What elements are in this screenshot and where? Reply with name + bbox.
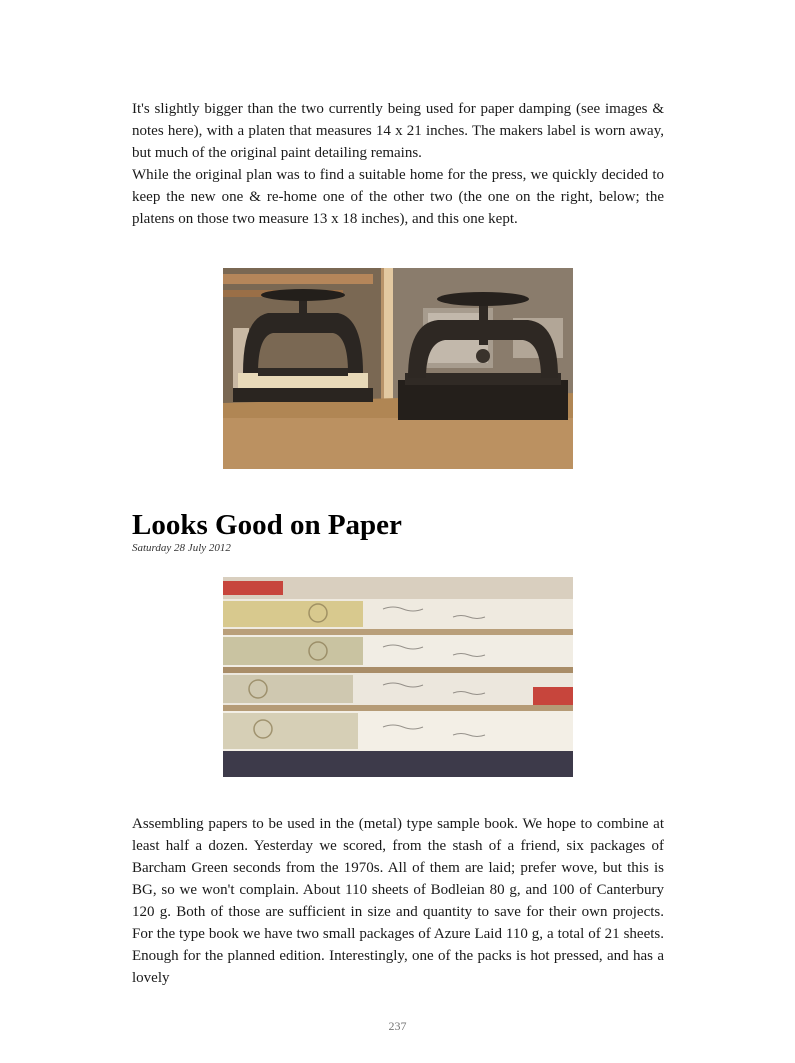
book-presses-photo — [223, 268, 573, 469]
post-body-text — [132, 813, 664, 989]
post-body-paragraph: Assembling papers to be used in the (metal) type sample book. We hope to combine at least half a dozen. Yesterday we scored, from the stash of a friend, six packages of Barcham Green seconds from the 1970s. All of them are laid; prefer wove, but this is BG, so we won't complain. About 110 sheets of Bodleian 80 g, and 100 of Canterbury 120 g. Both of those are sufficient in size and quantity to save for their own projects. For the type book we have two small packages of Azure Laid 110 g, a total of 21 sheets. Enough for the planned edition. Interestingly, one of the packs is hot pressed, and has a lovely — [132, 816, 664, 986]
post-title: Looks Good on Paper — [132, 509, 402, 541]
post-date: Saturday 28 July 2012 — [132, 542, 231, 554]
paper-packages-photo — [223, 577, 573, 777]
intro-text-block — [132, 98, 664, 230]
intro-paragraph-1: It's slightly bigger than the two currently being used for paper damping (see images & notes here), with a platen that measures 14 x 21 inches. The makers label is worn away, but much of the original paint detailing remains. — [132, 101, 664, 161]
intro-paragraph-2: While the original plan was to find a suitable home for the press, we quickly decided to keep the new one & re-home one of the other two (the one on the right, below; the platens on those two measure 13 x 18 inches), and this one kept. — [132, 167, 664, 227]
page-number: 237 — [388, 1019, 407, 1033]
